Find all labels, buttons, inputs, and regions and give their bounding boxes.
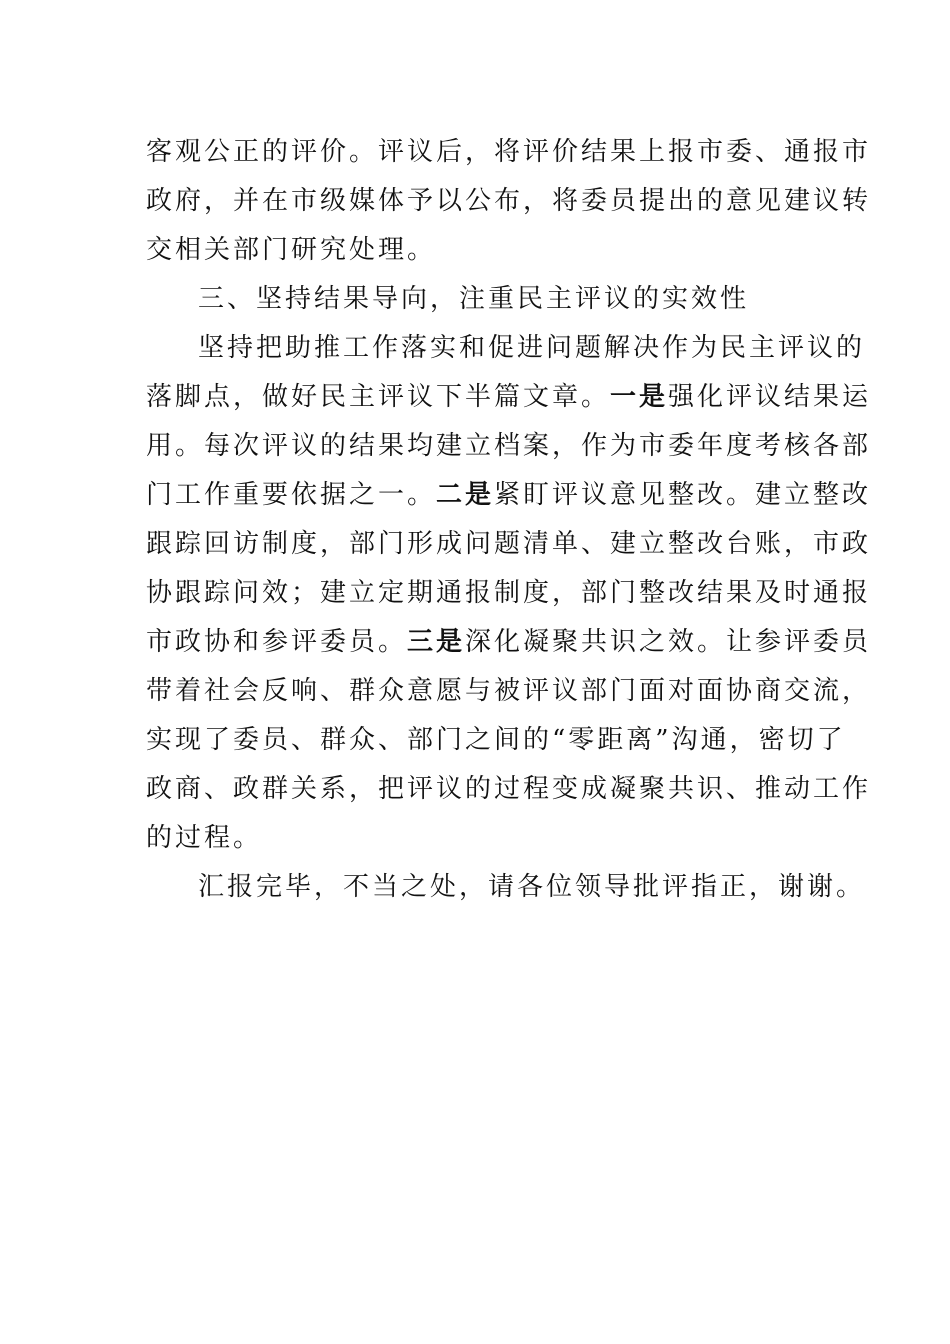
text-line: 坚持把助推工作落实和促进问题解决作为民主评议的 bbox=[198, 333, 866, 363]
text-segment: 强化评议结果运 bbox=[668, 382, 872, 412]
text-line: 政府，并在市级媒体予以公布，将委员提出的意见建议转 bbox=[146, 186, 872, 216]
text-line: 政商、政群关系，把评议的过程变成凝聚共识、推动工作 bbox=[146, 774, 872, 804]
bold-marker-third: 三是 bbox=[407, 627, 466, 657]
text-line: 跟踪回访制度，部门形成问题清单、建立整改台账，市政 bbox=[146, 529, 872, 559]
text-segment: 落脚点，做好民主评议下半篇文章。 bbox=[146, 382, 611, 412]
text-line: 实现了委员、群众、部门之间的“零距离”沟通，密切了 bbox=[146, 725, 846, 755]
bold-marker-second: 二是 bbox=[436, 480, 495, 510]
document-page bbox=[146, 128, 872, 912]
text-line: 协跟踪问效；建立定期通报制度，部门整改结果及时通报 bbox=[146, 578, 872, 608]
text-line bbox=[146, 373, 872, 422]
text-segment: 紧盯评议意见整改。建立整改 bbox=[494, 480, 872, 510]
text-segment: 深化凝聚共识之效。让参评委员 bbox=[465, 627, 872, 657]
text-segment: 市政协和参评委员。 bbox=[146, 627, 408, 657]
paragraph-result-oriented bbox=[146, 324, 872, 863]
closing-remark: 汇报完毕，不当之处，请各位领导批评指正，谢谢。 bbox=[198, 872, 866, 902]
bold-marker-first: 一是 bbox=[610, 382, 669, 412]
text-line bbox=[146, 618, 872, 667]
text-line bbox=[146, 471, 872, 520]
text-line: 交相关部门研究处理。 bbox=[146, 235, 437, 265]
text-line: 带着社会反响、群众意愿与被评议部门面对面协商交流， bbox=[146, 676, 872, 706]
section-heading: 三、坚持结果导向，注重民主评议的实效性 bbox=[198, 284, 750, 314]
text-line: 用。每次评议的结果均建立档案，作为市委年度考核各部 bbox=[146, 431, 872, 461]
text-line: 客观公正的评价。评议后，将评价结果上报市委、通报市 bbox=[146, 137, 872, 167]
paragraph-evaluation-result bbox=[146, 128, 872, 275]
text-segment: 门工作重要依据之一。 bbox=[146, 480, 437, 510]
text-line: 的过程。 bbox=[146, 823, 263, 853]
